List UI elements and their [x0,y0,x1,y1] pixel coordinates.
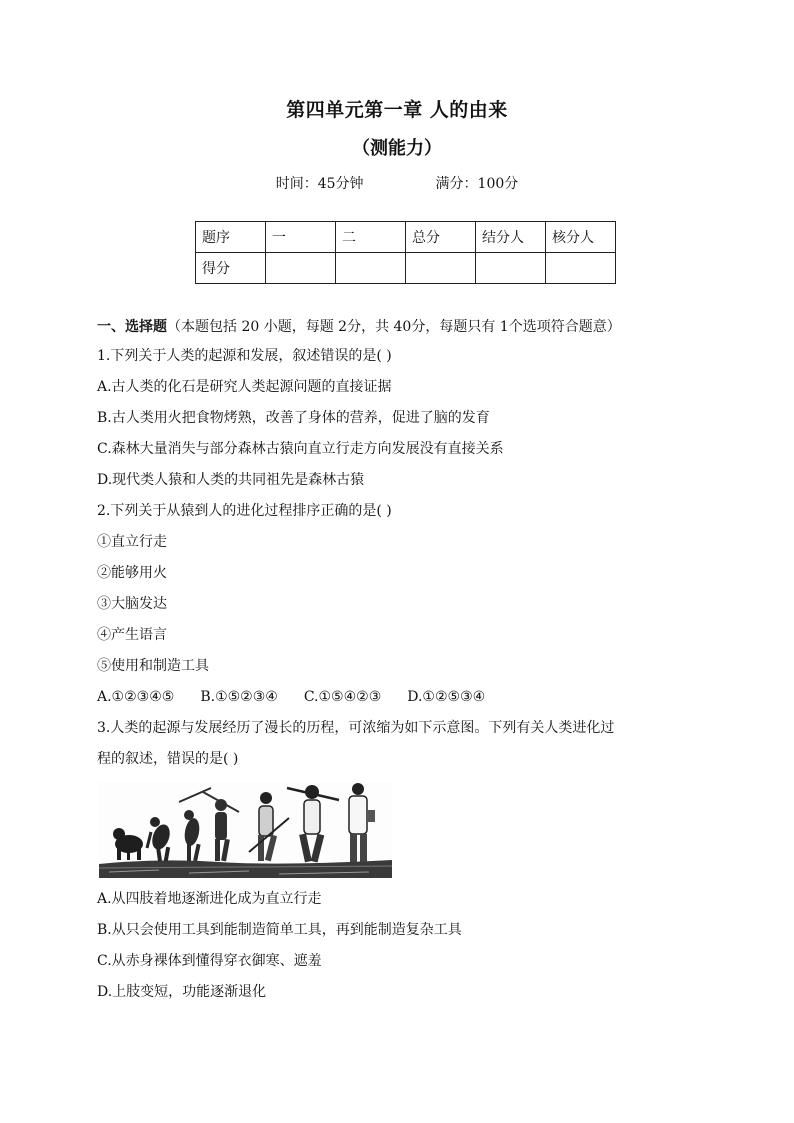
question-3-option-c: C.从赤身裸体到懂得穿衣御寒、遮羞 [97,953,322,969]
table-cell: 题序 [196,222,266,253]
question-1-option-a: A.古人类的化石是研究人类起源问题的直接证据 [97,379,392,395]
question-2-item: ①直立行走 [97,534,167,550]
question-3-stem-line-2: 程的叙述，错误的是( ) [97,751,239,767]
score-entry-cell[interactable] [546,253,616,284]
table-cell: 总分 [406,222,476,253]
question-2-item: ④产生语言 [97,627,167,643]
time-limit: 时间：45分钟 [275,176,364,192]
full-score: 满分：100分 [435,176,519,192]
score-table-header-row [196,222,616,253]
question-3-option-d: D.上肢变短，功能逐渐退化 [97,984,267,1000]
page-title: 第四单元第一章 人的由来 [286,99,508,121]
questions-block [97,341,737,775]
question-2-item: ②能够用火 [97,565,167,581]
question-2-option-a: A.①②③④⑤ [97,689,175,705]
question-3-option-b: B.从只会使用工具到能制造简单工具，再到能制造复杂工具 [97,922,462,938]
section-note: （本题包括 20 小题，每题 2分，共 40分，每题只有 1个选项符合题意） [167,319,621,335]
score-entry-cell[interactable] [476,253,546,284]
question-2-option-b: B.①⑤②③④ [200,689,278,705]
section-heading [97,316,621,336]
table-cell: 二 [336,222,406,253]
question-1-stem: 1.下列关于人类的起源和发展，叙述错误的是( ) [97,348,392,364]
question-1-option-b: B.古人类用火把食物烤熟，改善了身体的营养，促进了脑的发育 [97,410,490,426]
section-title: 一、选择题 [97,319,167,335]
question-2-stem: 2.下列关于从猿到人的进化过程排序正确的是( ) [97,503,392,519]
question-3-options [97,884,462,1008]
question-2-item: ③大脑发达 [97,596,167,612]
question-2-option-c: C.①⑤④②③ [303,689,382,705]
score-entry-cell[interactable] [406,253,476,284]
question-2-options [97,682,737,713]
score-entry-cell[interactable] [266,253,336,284]
question-1-option-c: C.森林大量消失与部分森林古猿向直立行走方向发展没有直接关系 [97,441,504,457]
question-3-option-a: A.从四肢着地逐渐进化成为直立行走 [97,891,322,907]
question-2-option-d: D.①②⑤③④ [407,689,486,705]
table-cell: 核分人 [546,222,616,253]
page-subtitle: （测能力） [352,138,442,159]
score-table-score-row [196,253,616,284]
score-entry-cell[interactable] [336,253,406,284]
exam-meta [0,173,794,193]
table-cell: 一 [266,222,336,253]
score-table [195,221,616,284]
question-3-stem-line-1: 3.人类的起源与发展经历了漫长的历程，可浓缩为如下示意图。下列有关人类进化过 [97,720,615,736]
table-cell: 结分人 [476,222,546,253]
question-1-option-d: D.现代类人猿和人类的共同祖先是森林古猿 [97,472,365,488]
table-cell: 得分 [196,253,266,284]
question-2-item: ⑤使用和制造工具 [97,658,209,674]
human-evolution-illustration [99,782,392,878]
